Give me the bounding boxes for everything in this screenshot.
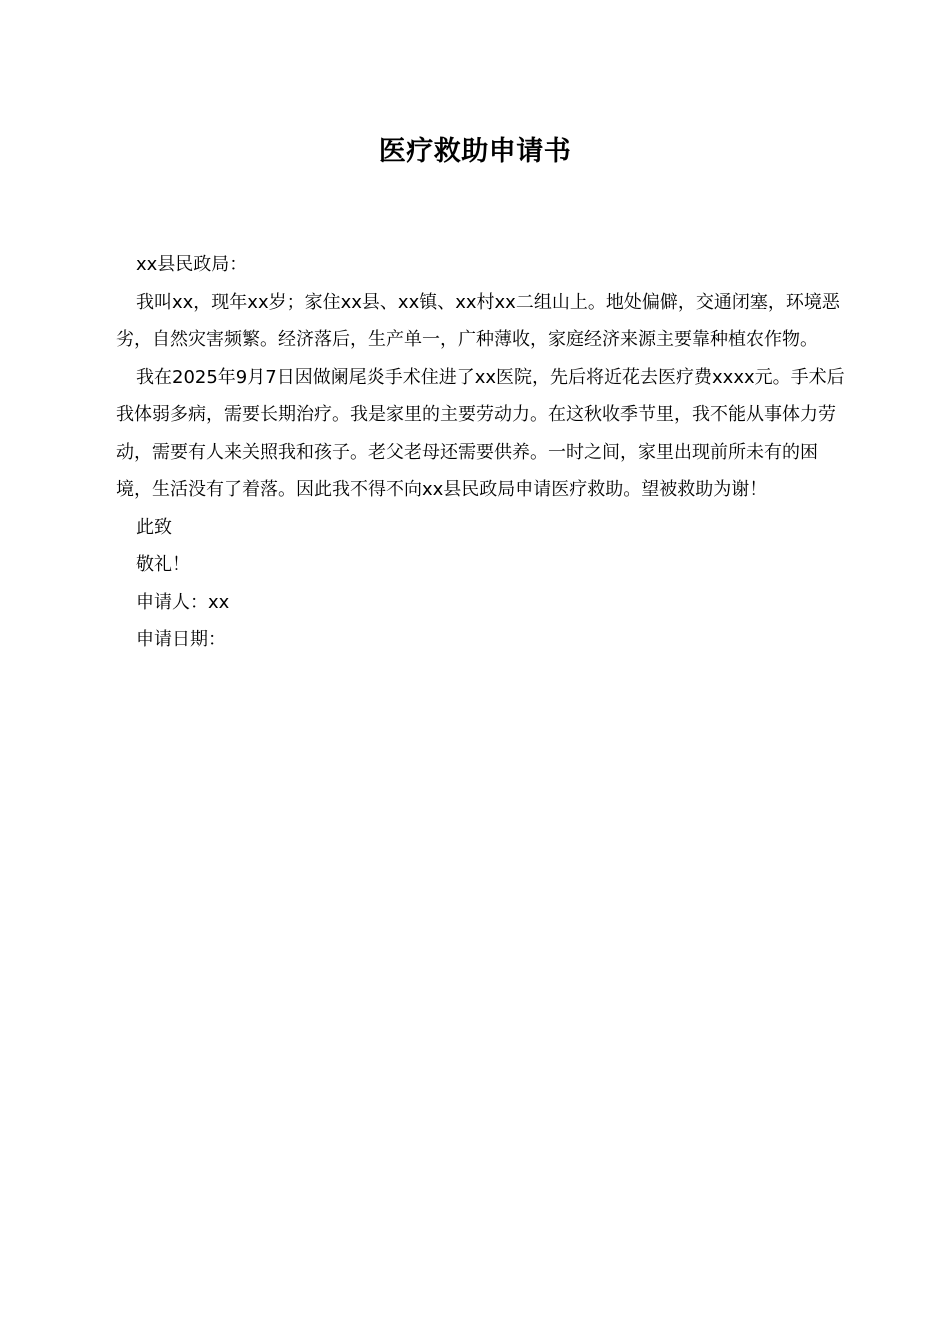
application-date-line: 申请日期： bbox=[136, 629, 226, 650]
document-body bbox=[116, 246, 846, 659]
applicant-line: 申请人：xx bbox=[136, 591, 230, 613]
closing-line-1: 此致 bbox=[136, 516, 172, 538]
salutation: xx县民政局： bbox=[136, 254, 248, 275]
paragraph-medical-situation: 我在2025年9月7日因做阑尾炎手术住进了xx医院，先后将近花去医疗费xxxx元。手术后我体弱多病，需要长期治疗。我是家里的主要劳动力。在这秋收季节里，我不能从事体力劳动，需要有人来关照我和孩子。老父老母还需要供养。一时之间，家里出现前所未有的困境，生活没有了着落。因此我不得不向xx县民政局申请医疗救助。望被救助为谢！ bbox=[116, 366, 845, 500]
document-title: 医疗救助申请书 bbox=[378, 136, 572, 167]
closing-line-2: 敬礼！ bbox=[136, 554, 190, 575]
paragraph-personal-info: 我叫xx，现年xx岁；家住xx县、xx镇、xx村xx二组山上。地处偏僻，交通闭塞，环境恶劣，自然灾害频繁。经济落后，生产单一，广种薄收，家庭经济来源主要靠种植农作物。 bbox=[116, 291, 840, 350]
